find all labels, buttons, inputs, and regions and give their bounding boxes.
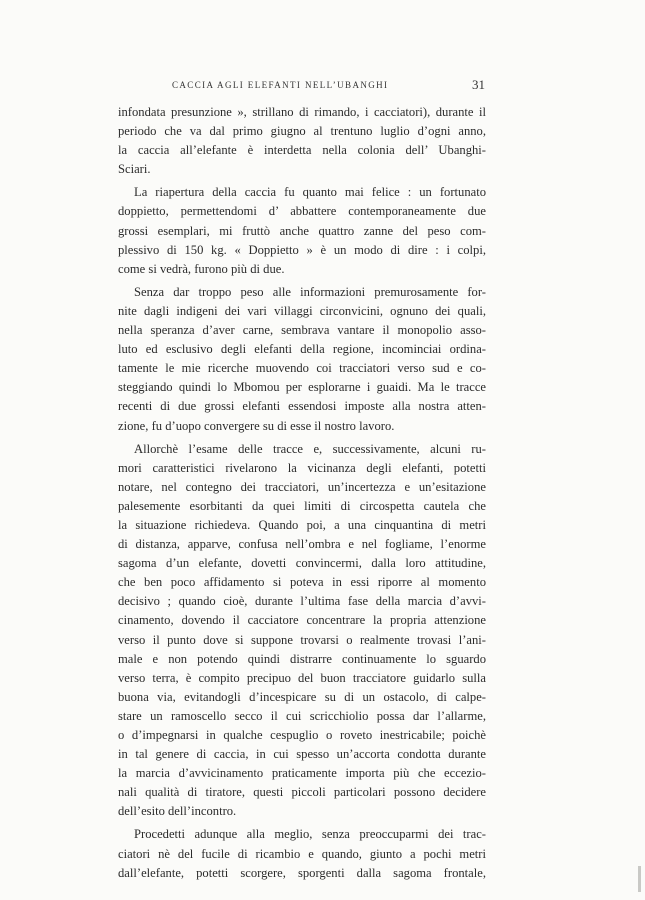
text-line: stare un ramoscello secco il cui scricchiolio possa dar l’allarme, <box>118 708 486 723</box>
text-line: mori caratteristici rivelarono la vicinanza degli elefanti, potetti <box>118 460 486 475</box>
text-line: Senza dar troppo peso alle informazioni premurosamente for- <box>134 284 486 299</box>
running-title: CACCIA AGLI ELEFANTI NELL’UBANGHI <box>172 80 389 90</box>
paragraph <box>118 103 486 179</box>
text-line: Sciari. <box>118 162 151 177</box>
text-line: periodo che va dal primo giugno al trentuno luglio d’ogni anno, <box>118 124 486 139</box>
paragraph <box>118 440 486 822</box>
page-number: 31 <box>472 77 485 92</box>
paragraph <box>118 283 486 436</box>
text-line: dall’elefante, potetti scorgere, sporgenti dalla sagoma frontale, <box>118 865 486 880</box>
paragraph <box>118 183 486 278</box>
text-line: di distanza, apparve, confusa nell’ombra e nel fogliame, l’enorme <box>118 537 486 552</box>
paragraph <box>118 825 486 882</box>
text-line: palesemente esorbitanti da quei limiti di circospetta cautela che <box>118 498 486 513</box>
text-line: zione, fu d’uopo convergere su di esse il nostro lavoro. <box>118 418 395 433</box>
text-line: verso terra, è compito precipuo del buon tracciatore guidarlo sulla <box>118 670 486 685</box>
text-line: buona via, evitandogli d’incespicare su di un ostacolo, di calpe- <box>118 689 486 704</box>
text-line: infondata presunzione », strillano di rimando, i cacciatori), durante il <box>118 105 486 119</box>
text-line: decisivo ; quando cioè, durante l’ultima fase della marcia d’avvi- <box>118 594 486 609</box>
scan-edge-mark <box>638 866 641 892</box>
body-text <box>118 103 486 883</box>
text-line: la caccia all’elefante è interdetta nella colonia dell’ Ubanghi- <box>118 143 486 158</box>
text-line: Allorchè l’esame delle tracce e, successivamente, alcuni ru- <box>134 441 486 456</box>
text-line: plessivo di 150 kg. « Doppietto » è un modo di dire : i colpi, <box>118 242 486 257</box>
text-line: la situazione richiedeva. Quando poi, a una cinquantina di metri <box>118 517 486 532</box>
text-line: nella speranza d’aver carne, sembrava vantare il monopolio asso- <box>118 323 486 338</box>
text-line: nite dagli indigeni dei vari villaggi circonvicini, ognuno dei quali, <box>118 303 486 318</box>
text-line: cinamento, dovendo il cacciatore concentrare la propria attenzione <box>118 613 486 628</box>
text-line: sagoma d’un elefante, dovetti convincermi, dalla loro attitudine, <box>118 556 486 571</box>
text-line: Procedetti adunque alla meglio, senza preoccuparmi dei trac- <box>134 827 486 842</box>
text-line: tamente le mie ricerche muovendo coi tracciatori verso sud e co- <box>118 361 486 376</box>
text-line: recenti di due grossi elefanti essendosi imposte alla nostra atten- <box>118 399 486 414</box>
text-line: steggiando quindi lo Mbomou per esplorarne i guaidi. Ma le tracce <box>118 380 486 395</box>
text-line: in tal genere di caccia, in cui spesso un’accorta condotta durante <box>118 747 486 762</box>
text-line: la marcia d’avvicinamento praticamente importa più che eccezio- <box>118 766 486 781</box>
text-line: verso il punto dove si suppone trovarsi o realmente trovasi l’ani- <box>118 632 486 647</box>
text-line: dell’esito dell’incontro. <box>118 804 237 819</box>
text-line: come si vedrà, furono più di due. <box>118 261 285 276</box>
text-line: doppietto, permettendomi d’ abbattere contemporaneamente due <box>118 204 486 219</box>
running-head <box>110 77 485 94</box>
text-line: o d’impegnarsi in qualche cespuglio o roveto inestricabile; poichè <box>118 728 486 742</box>
text-line: notare, nel contegno dei tracciatori, un’incertezza e un’esitazione <box>118 479 486 494</box>
text-line: che ben poco affidamento si poteva in essi riporre al momento <box>118 575 486 590</box>
text-line: male e non potendo quindi distrarre continuamente lo sguardo <box>118 651 486 666</box>
text-line: grossi esemplari, mi fruttò anche quattro zanne del peso com- <box>118 223 486 238</box>
text-line: nali qualità di tiratore, questi piccoli particolari possono decidere <box>118 785 486 800</box>
text-line: luto ed esclusivo degli elefanti della regione, incominciai ordina- <box>118 342 486 357</box>
text-line: La riapertura della caccia fu quanto mai felice : un fortunato <box>134 185 486 200</box>
text-line: ciatori nè del fucile di ricambio e quando, giunto a pochi metri <box>118 846 486 861</box>
